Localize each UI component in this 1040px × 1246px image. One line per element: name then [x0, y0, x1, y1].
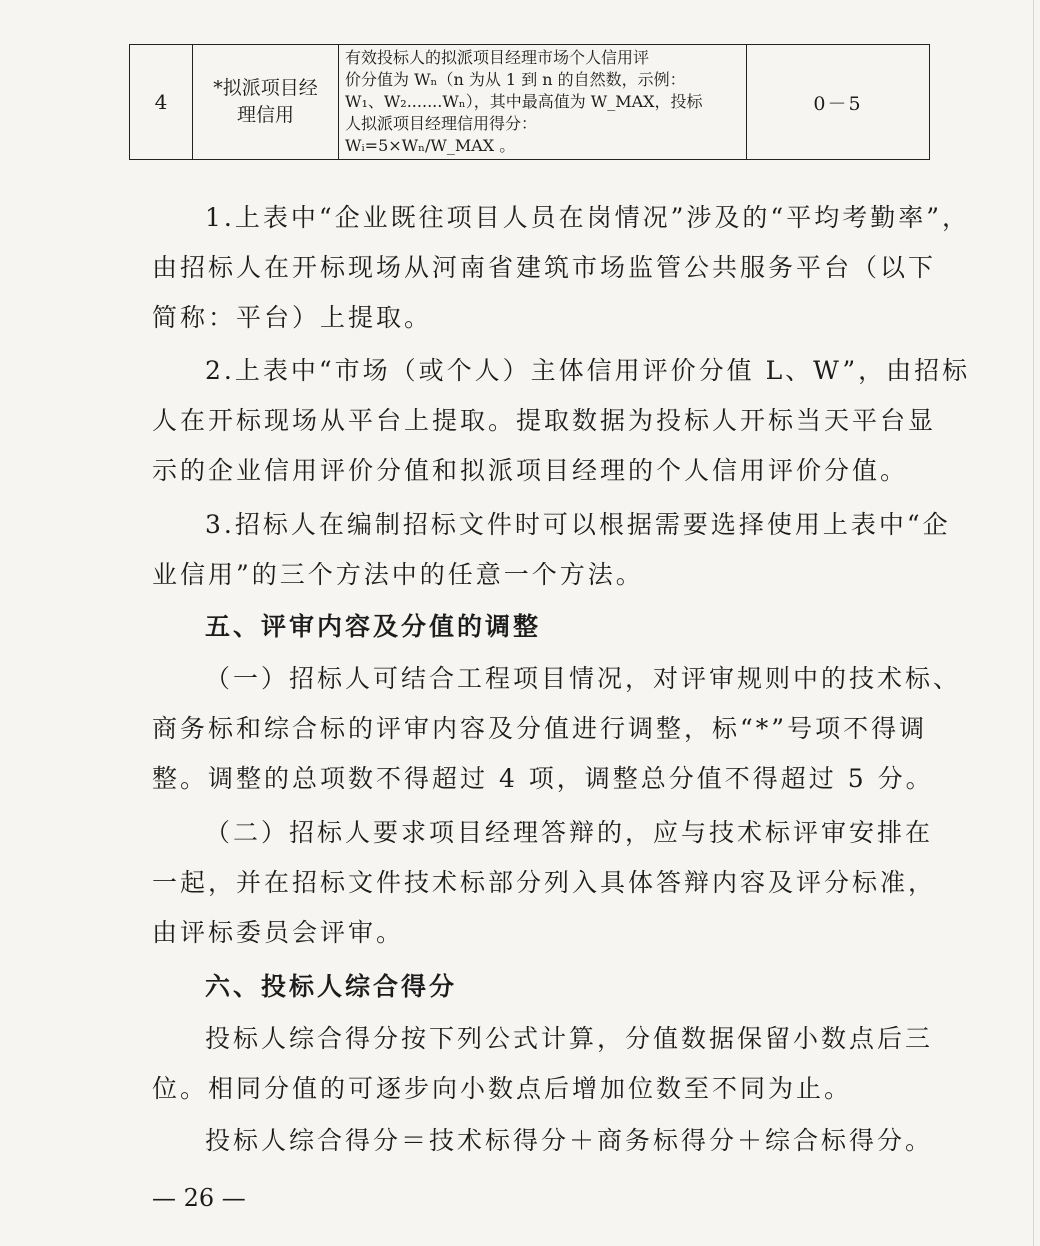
paragraph-line: （二）招标人要求项目经理答辩的，应与技术标评审安排在 — [205, 818, 934, 847]
paragraph-line: 3.招标人在编制招标文件时可以根据需要选择使用上表中“企 — [205, 510, 951, 539]
row-score: 0－5 — [747, 45, 930, 160]
paragraph-line: 2.上表中“市场（或个人）主体信用评价分值 L、W”，由招标 — [205, 356, 971, 385]
paragraph-line: 一起，并在招标文件技术标部分列入具体答辩内容及评分标准， — [152, 868, 937, 897]
paragraph-line: 业信用”的三个方法中的任意一个方法。 — [152, 560, 644, 589]
paragraph-line: 由评标委员会评审。 — [152, 918, 405, 947]
row-item-line: 理信用 — [236, 104, 294, 126]
rule-line: Wᵢ=5×Wₙ/W_MAX 。 — [345, 136, 516, 155]
section-heading: 五、评审内容及分值的调整 — [205, 612, 542, 641]
page-number: — 26 — — [152, 1184, 246, 1212]
paragraph-line: 位。相同分值的可逐步向小数点后增加位数至不同为止。 — [152, 1074, 853, 1103]
row-item-line: *拟派项目经 — [213, 77, 318, 99]
paragraph-line: 由招标人在开标现场从河南省建筑市场监管公共服务平台（以下 — [152, 253, 937, 282]
rule-line: W₁、W₂.......Wₙ），其中最高值为 W_MAX，投标 — [345, 92, 703, 111]
paragraph-line: 示的企业信用评价分值和拟派项目经理的个人信用评价分值。 — [152, 456, 909, 485]
row-number: 4 — [130, 45, 193, 160]
paragraph-line: 整。调整的总项数不得超过 4 项，调整总分值不得超过 5 分。 — [152, 764, 934, 793]
paragraph-line: （一）招标人可结合工程项目情况，对评审规则中的技术标、 — [205, 664, 962, 693]
rule-line: 价分值为 Wₙ（n 为从 1 到 n 的自然数，示例： — [345, 70, 686, 89]
rule-line: 有效投标人的拟派项目经理市场个人信用评 — [345, 48, 650, 67]
formula-line: 投标人综合得分＝技术标得分＋商务标得分＋综合标得分。 — [205, 1126, 934, 1155]
paragraph-line: 简称：平台）上提取。 — [152, 303, 433, 332]
row-rule — [339, 45, 747, 160]
row-item — [193, 45, 339, 160]
page-edge — [1033, 0, 1034, 1246]
scoring-table — [129, 44, 930, 160]
section-heading: 六、投标人综合得分 — [205, 972, 458, 1001]
paragraph-line: 1.上表中“企业既往项目人员在岗情况”涉及的“平均考勤率”， — [205, 203, 970, 232]
paragraph-line: 投标人综合得分按下列公式计算，分值数据保留小数点后三 — [205, 1024, 934, 1053]
table-row — [130, 45, 930, 160]
rule-line: 人拟派项目经理信用得分： — [345, 114, 538, 133]
paragraph-line: 商务标和综合标的评审内容及分值进行调整，标“*”号项不得调 — [152, 714, 928, 743]
paragraph-line: 人在开标现场从平台上提取。提取数据为投标人开标当天平台显 — [152, 406, 937, 435]
